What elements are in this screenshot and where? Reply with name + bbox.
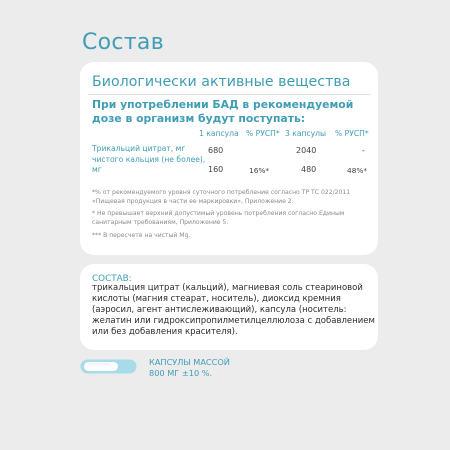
column-header-rusp-3: % РУСП* (335, 129, 369, 138)
footnote-rusp: *% от рекомендуемого уровня суточного потребление согласно ТР ТС 022/2011 «Пищевая продукция в части ее маркировки», Приложение 2. (92, 189, 351, 205)
dosage-intro: При употреблении БАД в рекомендуемой дозе в организм будут поступать: (92, 98, 354, 125)
footnote-upper-limit: * Не превышает верхний допустимый уровень потребления согласно Единым санитарным требованиям, Приложение 5. (92, 210, 345, 226)
composition-text: трикальция цитрат (кальций), магниевая соль стеариновой кислоты (магния стеарат, носитель), диоксид кремния (аэросил, агент антислеживающий), капсула (носитель: желатин или гидроксипропилметилцеллюлоза с добавлением или без добавления красителя). (92, 283, 375, 338)
capsule-icon (80, 359, 137, 374)
cell-3-capsules-citrate: 2040 (296, 146, 317, 155)
bioactive-substances-card (80, 62, 378, 255)
capsule-weight-label (149, 357, 230, 379)
cell-rusp-1-calcium: 16%* (249, 166, 270, 175)
composition-card (80, 264, 378, 350)
composition-heading: СОСТАВ: (92, 274, 132, 284)
capsule-weight-line-2: 800 МГ ±10 %. (149, 368, 213, 379)
cell-rusp-3-calcium: 48%* (347, 166, 368, 175)
cell-rusp-3-citrate: - (362, 146, 365, 155)
column-header-3-capsules: 3 капсулы (285, 129, 326, 138)
bioactive-heading: Биологически активные вещества (92, 74, 351, 90)
row-label-calcium-citrate: Трикальций цитрат, мг чистого кальция (не более), мг (92, 144, 206, 174)
capsule-weight-line-1: КАПСУЛЫ МАССОЙ (149, 357, 230, 367)
heading-divider (88, 94, 370, 95)
cell-3-capsules-calcium: 480 (301, 165, 317, 174)
column-header-rusp-1: % РУСП* (246, 129, 280, 138)
footnote-pure-mg: *** В пересчете на чистый Mg. (92, 232, 191, 239)
cell-1-capsule-citrate: 680 (208, 146, 224, 155)
cell-1-capsule-calcium: 160 (208, 165, 224, 174)
page-title: Состав (82, 30, 164, 55)
column-header-1-capsule: 1 капсула (199, 129, 239, 138)
